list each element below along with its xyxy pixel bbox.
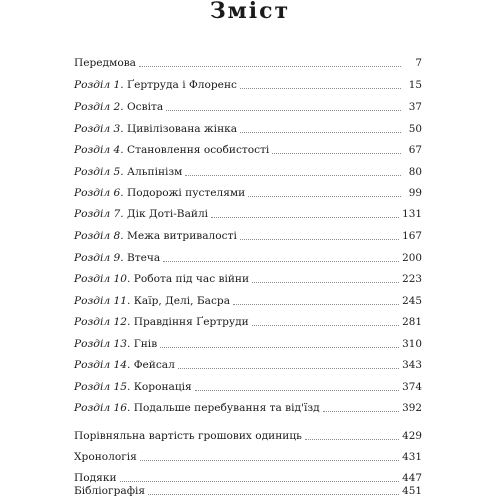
toc-entry-page: 431 [402,451,422,463]
toc-entry-title: Порівняльна вартість грошових одиниць [74,430,302,442]
toc-entry-page: 131 [402,208,422,220]
dot-leader [240,239,399,240]
toc-entry-page: 37 [408,101,422,113]
toc-entry-chapter-5 [74,159,422,179]
dot-leader [272,153,401,154]
dot-leader [252,282,399,283]
toc-entry-currency [74,423,422,443]
toc-entry-page: 281 [402,316,422,328]
toc-entry-page: 310 [402,338,422,350]
dot-leader [211,217,399,218]
chapter-prefix: Розділ 7. [74,208,124,220]
toc-entry-page: 343 [402,359,422,371]
toc-entry-bibliography [74,478,422,498]
toc-entry-chapter-6 [74,180,422,200]
chapter-prefix: Розділ 8. [74,230,124,242]
toc-entry-chapter-1 [74,72,422,92]
toc-entry-title: Правдіння Ґертруди [133,316,249,328]
toc-entry-chapter-11 [74,288,422,308]
chapter-prefix: Розділ 14. [74,359,131,371]
dot-leader [160,347,399,348]
toc-entry-chapter-7 [74,201,422,221]
toc-entry-title: Хронологія [74,451,137,463]
dot-leader [140,460,399,461]
toc-entry-chapter-3 [74,116,422,136]
toc-entry-page: 200 [402,252,422,264]
table-of-contents [74,0,422,500]
chapter-prefix: Розділ 12. [74,316,131,328]
toc-entry-chapter-16 [74,395,422,415]
dot-leader [233,304,399,305]
toc-entry-chronology [74,444,422,464]
dot-leader [195,390,399,391]
toc-entry-chapter-13 [74,331,422,351]
toc-entry-title: Подяки [74,472,117,484]
toc-entry-title: Гнів [133,338,158,350]
toc-entry-title: Ґертруда і Флоренс [126,79,237,91]
chapter-prefix: Розділ 3. [74,123,124,135]
toc-entry-page: 223 [402,273,422,285]
toc-entry-title: Коронація [133,381,192,393]
toc-entry-title: Фейсал [133,359,175,371]
toc-entry-title: Втеча [126,252,161,264]
dot-leader [252,325,399,326]
toc-entry-foreword [74,50,422,70]
toc-entry-title: Альпінізм [126,166,183,178]
toc-entry-page: 80 [408,166,422,178]
chapter-prefix: Розділ 16. [74,402,131,414]
dot-leader [166,110,401,111]
toc-entry-title: Подальше перебування та від'їзд [133,402,320,414]
toc-entry-chapter-14 [74,352,422,372]
toc-entry-page: 50 [408,123,422,135]
toc-entry-chapter-2 [74,94,422,114]
toc-entry-title: Подорожі пустелями [126,187,246,199]
chapter-prefix: Розділ 10. [74,273,131,285]
chapter-prefix: Розділ 13. [74,338,131,350]
chapter-prefix: Розділ 15. [74,381,131,393]
toc-entry-title: Дік Доті-Вайлі [126,208,209,220]
chapter-prefix: Розділ 4. [74,144,124,156]
toc-entry-page: 15 [408,79,422,91]
toc-entry-page: 451 [402,485,422,497]
toc-entry-chapter-8 [74,223,422,243]
toc-entry-chapter-15 [74,374,422,394]
chapter-prefix: Розділ 5. [74,166,124,178]
chapter-prefix: Розділ 2. [74,101,124,113]
toc-entry-chapter-12 [74,309,422,329]
chapter-prefix: Розділ 11. [74,295,131,307]
dot-leader [240,88,401,89]
toc-entry-chapter-10 [74,266,422,286]
dot-leader [178,368,399,369]
toc-entry-title: Становлення особистості [126,144,270,156]
toc-entry-page: 447 [402,472,422,484]
toc-entry-page: 374 [402,381,422,393]
chapter-prefix: Розділ 1. [74,79,124,91]
toc-entry-page: 99 [408,187,422,199]
toc-entry-chapter-9 [74,245,422,265]
page-title: Зміст [209,0,291,24]
toc-entry-title: Бібліографія [74,485,146,497]
dot-leader [148,494,399,495]
chapter-prefix: Розділ 9. [74,252,124,264]
chapter-prefix: Розділ 6. [74,187,124,199]
toc-entry-title: Цивілізована жінка [126,123,238,135]
toc-entry-title: Межа витривалості [126,230,237,242]
toc-entry-page: 167 [402,230,422,242]
dot-leader [139,66,401,67]
toc-entry-page: 429 [402,430,422,442]
dot-leader [323,411,400,412]
toc-entry-page: 245 [402,295,422,307]
toc-entry-title: Освіта [126,101,164,113]
toc-entry-page: 67 [408,144,422,156]
dot-leader [240,132,401,133]
toc-entry-title: Каїр, Делі, Басра [133,295,231,307]
dot-leader [305,439,399,440]
dot-leader [163,261,399,262]
toc-entry-page: 392 [402,402,422,414]
toc-entry-title: Передмова [74,57,136,69]
toc-entry-page: 7 [415,57,422,69]
toc-entry-title: Робота під час війни [133,273,250,285]
toc-entry-chapter-4 [74,137,422,157]
dot-leader [185,175,401,176]
dot-leader [248,196,401,197]
